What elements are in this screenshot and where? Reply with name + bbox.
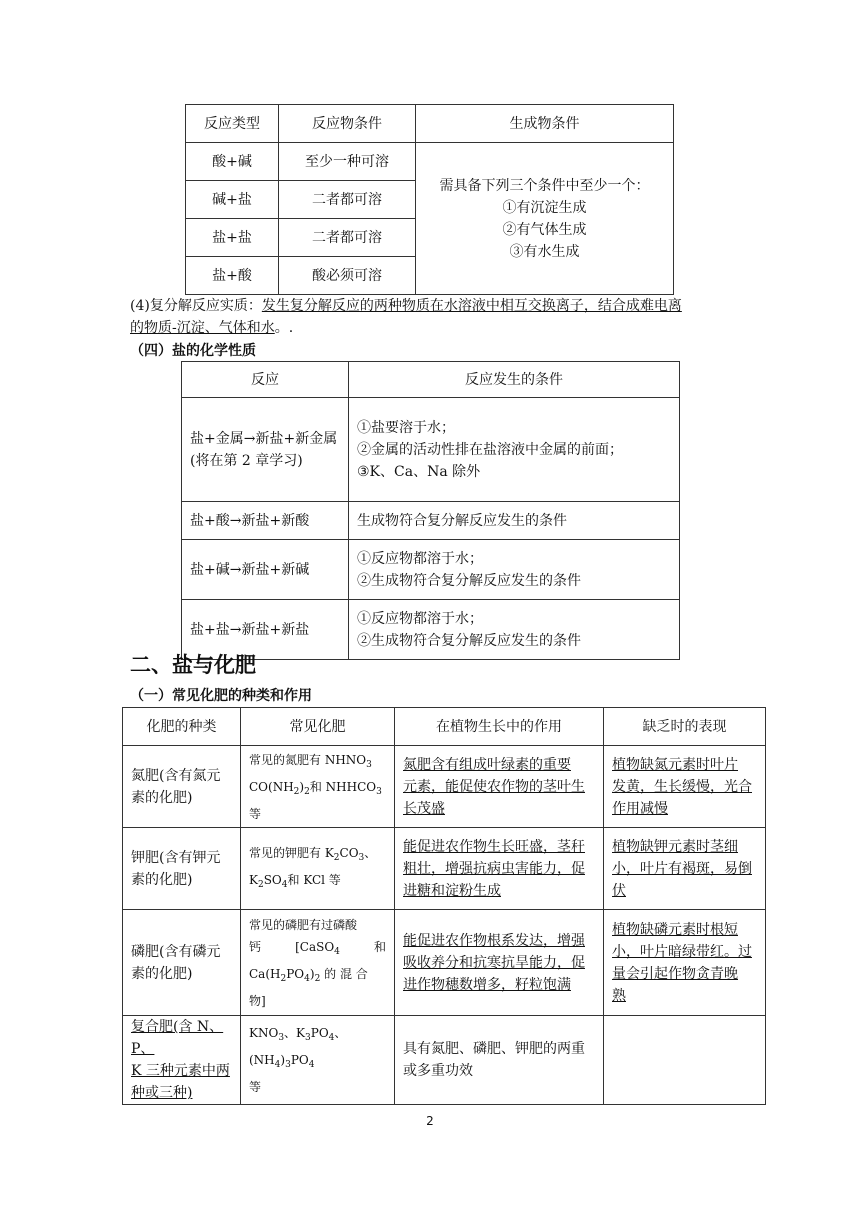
table2-cell-reaction: 盐+碱→新盐+新碱: [182, 540, 349, 600]
chem-text: ): [309, 966, 315, 981]
table2-cell-conditions: [349, 600, 680, 660]
table2-cell-reaction: [182, 398, 349, 502]
role-line: 粗壮，增强抗病虫害能力，促: [403, 860, 585, 877]
product-cond-3: ③有水生成: [509, 243, 580, 260]
chem-text: 、(NH: [249, 1026, 347, 1067]
chem-text: PO: [310, 1026, 329, 1040]
chem-text: 常见的磷肥有过磷酸: [249, 917, 358, 932]
fertilizer-common-nitrogen: [241, 746, 395, 828]
chem-text: 常见的氮肥有 NHNO: [249, 752, 367, 767]
product-cond-2: ②有气体生成: [502, 221, 587, 238]
lack-line: 小，叶片暗绿带红。过: [612, 943, 752, 960]
fertilizer-kind-phosphorus: [123, 910, 241, 1016]
lack-line: 量会引起作物贪青晚: [612, 965, 738, 982]
essence-text-2: 的物质-沉淀、气体和水: [130, 320, 275, 336]
table1-cell-cond: 至少一种可溶: [279, 143, 416, 181]
fertilizer-common-phosphorus: [241, 910, 395, 1016]
cond-line: ②金属的活动性排在盐溶液中金属的前面；: [357, 441, 623, 458]
role-line: 长茂盛: [403, 800, 445, 817]
table2-cell-conditions: [349, 540, 680, 600]
fertilizer-role-potassium: [395, 828, 604, 910]
role-line: 能促进农作物根系发达，增强: [403, 932, 585, 949]
fertilizer-kind-compound: [123, 1016, 241, 1105]
table2-header-conditions: 反应发生的条件: [349, 362, 680, 398]
table2-cell-reaction: 盐+酸→新盐+新酸: [182, 502, 349, 540]
kind-line: 钾肥(含有钾元: [131, 849, 221, 866]
fertilizer-role-phosphorus: [395, 910, 604, 1016]
cond-line: ①反应物都溶于水；: [357, 610, 483, 627]
kind-line: 种或三种): [131, 1085, 193, 1101]
chem-sub: 3: [376, 786, 382, 797]
fertilizer-lack-phosphorus: [604, 910, 766, 1016]
role-line: 或多重功效: [403, 1063, 473, 1079]
product-cond-1: ①有沉淀生成: [502, 199, 587, 216]
heading-salt-and-fertilizer: 二、盐与化肥: [130, 653, 256, 677]
lack-line: 伏: [612, 882, 626, 899]
fertilizer-common-compound: [241, 1016, 395, 1105]
subheading-fertilizer-types: （一）常见化肥的种类和作用: [130, 688, 312, 704]
kind-line: 素的化肥): [131, 789, 193, 806]
fertilizer-role-compound: [395, 1016, 604, 1105]
kind-line: 磷肥(含有磷元: [131, 943, 221, 960]
chem-sub: 3: [358, 852, 365, 863]
chem-text: 、K: [284, 1026, 306, 1040]
fertilizer-lack-compound: [604, 1016, 766, 1105]
page-number: 2: [426, 1114, 434, 1128]
chem-text: 和: [373, 939, 386, 954]
essence-prefix: (4)复分解反应实质：: [130, 298, 262, 314]
reaction-line: 盐+金属→新盐+新金属: [190, 430, 338, 447]
chem-text: 的 混 合: [324, 966, 368, 981]
chem-text: CO: [339, 845, 359, 860]
kind-line: 素的化肥): [131, 965, 193, 982]
table3-header-kind: 化肥的种类: [123, 708, 241, 746]
table1-cell-type: 酸+碱: [186, 143, 279, 181]
chem-sub: 4: [334, 946, 340, 957]
chem-sub: 2: [333, 852, 340, 863]
table2-cell-conditions: [349, 398, 680, 502]
chem-sub: 4: [308, 1060, 315, 1070]
chem-text: Ca(H: [249, 966, 281, 981]
salt-properties-table: [181, 361, 680, 660]
chem-sub: 3: [278, 1033, 285, 1043]
table1-header-type: 反应类型: [186, 105, 279, 143]
table1-cell-cond: 二者都可溶: [279, 181, 416, 219]
section-4-title: （四）盐的化学性质: [130, 343, 256, 359]
lack-line: 发黄，生长缓慢，光合: [612, 778, 752, 795]
fertilizer-kind-nitrogen: [123, 746, 241, 828]
chem-sub: 4: [274, 1060, 281, 1070]
table2-cell-reaction: 盐+盐→新盐+新盐: [182, 600, 349, 660]
reaction-note: (将在第 2 章学习): [190, 452, 303, 469]
table1-header-reactant: 反应物条件: [279, 105, 416, 143]
essence-text-1: 发生复分解反应的两种物质在水溶液中相互交换离子，结合成难电离: [261, 298, 682, 314]
role-line: 能促进农作物生长旺盛，茎秆: [403, 838, 585, 855]
lack-line: 植物缺氮元素时叶片: [612, 756, 738, 773]
role-line: 元素，能促使农作物的茎叶生: [403, 778, 585, 795]
table2-header-reaction: 反应: [182, 362, 349, 398]
chem-sub: 3: [285, 1060, 291, 1070]
chem-text: [CaSO: [295, 939, 335, 954]
chem-sub: 3: [366, 759, 372, 770]
chem-sub: 2: [314, 973, 321, 984]
table1-cell-cond: 酸必须可溶: [279, 257, 416, 295]
table1-cell-cond: 二者都可溶: [279, 219, 416, 257]
table2-cell-conditions: 生成物符合复分解反应发生的条件: [349, 502, 680, 540]
chem-sub: 2: [293, 786, 300, 797]
chem-sub: 4: [328, 1033, 335, 1043]
lack-line: 作用减慢: [612, 800, 668, 817]
fertilizer-kind-potassium: [123, 828, 241, 910]
fertilizer-table: [122, 707, 766, 1105]
table3-header-common: 常见化肥: [241, 708, 395, 746]
chem-text: KNO: [249, 1026, 279, 1040]
cond-line: ②生成物符合复分解反应发生的条件: [357, 632, 581, 649]
chem-text: 、: [364, 845, 377, 860]
cond-line: ①反应物都溶于水；: [357, 550, 483, 567]
lack-line: 植物缺钾元素时茎细: [612, 838, 738, 855]
reaction-conditions-table: [185, 104, 674, 295]
lack-line: 植物缺磷元素时根短: [612, 921, 738, 938]
kind-line: 复合肥(含 N、P、: [131, 1019, 224, 1057]
chem-sub: 2: [304, 786, 310, 797]
chem-text: 和 NHHCO: [309, 779, 377, 794]
chem-text: K: [249, 872, 258, 887]
fertilizer-lack-nitrogen: [604, 746, 766, 828]
role-line: 氮肥含有组成叶绿素的重要: [403, 756, 571, 773]
kind-line: K 三种元素中两: [131, 1063, 230, 1079]
chem-sub: 2: [257, 879, 264, 890]
role-line: 进作物穗数增多，籽粒饱满: [403, 976, 571, 993]
table1-header-product: 生成物条件: [416, 105, 674, 143]
chem-text: PO: [290, 1053, 309, 1067]
table1-cell-type: 盐+盐: [186, 219, 279, 257]
cond-line: ①盐要溶于水；: [357, 419, 455, 436]
essence-tail: 。.: [274, 320, 294, 336]
chem-sub: 4: [304, 973, 310, 984]
lack-line: 熟: [612, 987, 626, 1004]
role-line: 进糖和淀粉生成: [403, 882, 501, 899]
cond-line: ②生成物符合复分解反应发生的条件: [357, 572, 581, 589]
chem-text: 等: [249, 1080, 262, 1094]
fertilizer-role-nitrogen: [395, 746, 604, 828]
cond-line: ③K、Ca、Na 除外: [357, 463, 481, 480]
table1-cell-type: 碱+盐: [186, 181, 279, 219]
chem-text: CO(NH: [249, 779, 294, 794]
fertilizer-common-potassium: [241, 828, 395, 910]
chem-text: ): [299, 779, 305, 794]
chem-text: 等: [249, 806, 262, 821]
chem-sub: 3: [305, 1033, 311, 1043]
chem-sub: 2: [280, 973, 287, 984]
lack-line: 小，叶片有褐斑，易倒: [612, 860, 752, 877]
chem-text: 钙: [249, 939, 262, 954]
role-line: 吸收养分和抗寒抗旱能力，促: [403, 954, 585, 971]
chem-text: 常见的钾肥有 K: [249, 845, 334, 860]
kind-line: 素的化肥): [131, 871, 193, 888]
chem-text: ): [280, 1053, 286, 1067]
product-cond-intro: 需具备下列三个条件中至少一个：: [439, 177, 650, 194]
table1-product-conditions: [416, 143, 674, 295]
essence-paragraph: [130, 295, 750, 339]
role-line: 具有氮肥、磷肥、钾肥的两重: [403, 1041, 585, 1057]
chem-sub: 4: [281, 879, 288, 890]
chem-text: 物]: [249, 993, 266, 1008]
table1-cell-type: 盐+酸: [186, 257, 279, 295]
kind-line: 氮肥(含有氮元: [131, 767, 221, 784]
table3-header-lack: 缺乏时的表现: [604, 708, 766, 746]
chem-text: SO: [263, 872, 282, 887]
chem-text: 和 KCl 等: [287, 872, 341, 887]
fertilizer-lack-potassium: [604, 828, 766, 910]
chem-text: PO: [286, 966, 305, 981]
table3-header-role: 在植物生长中的作用: [395, 708, 604, 746]
